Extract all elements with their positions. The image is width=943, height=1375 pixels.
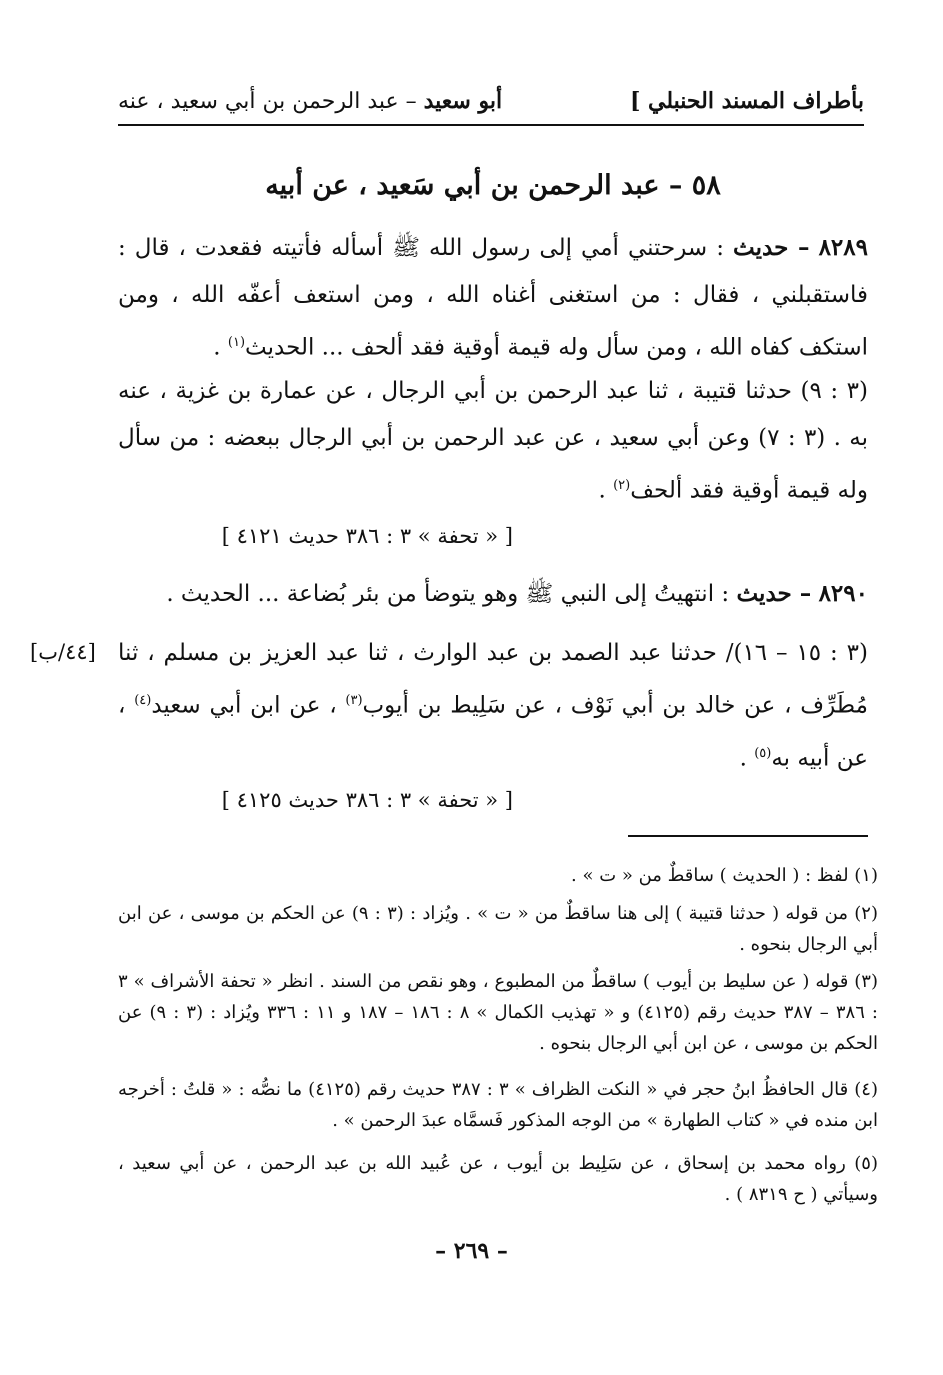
header-chapter-title <box>118 88 502 114</box>
header-chapter-bold: أبو سعيد <box>423 88 503 114</box>
tuhfa-ref-8289 <box>222 524 513 548</box>
footnote-1: (١) لفظ : ( الحديث ) ساقطٌ من « ت » . <box>571 865 878 886</box>
page-number: – ٢٦٩ – <box>435 1238 508 1264</box>
footnote-separator <box>628 835 868 837</box>
hadith-8289-end: . <box>213 334 221 361</box>
manuscript-folio-marker: [٤٤/ب] <box>30 640 96 664</box>
isnad-8290-part3: ، عن أبيه به <box>118 692 868 772</box>
section-number: ٥٨ <box>691 170 721 201</box>
hadith-8290-text: : انتهيتُ إلى النبي ﷺ وهو يتوضأ من بئر بُضاعة ... الحديث . <box>166 581 730 607</box>
hadith-8289 <box>118 224 868 372</box>
isnad-8290-part1: (٣ : ١٥ – ١٦)/ حدثنا عبد الصمد بن عبد الوارث ، ثنا عبد العزيز بن مسلم ، ثنا مُطَرِّف ، عن خالد بن أبي نَوْف ، عن سَلِيط بن أيوب <box>118 640 868 719</box>
isnad-8289 <box>118 368 868 515</box>
running-header <box>118 84 864 126</box>
header-chapter-rest: – عبد الرحمن بن أبي سعيد ، عنه <box>118 89 424 114</box>
hadith-8289-number: ٨٢٨٩ <box>818 234 868 261</box>
footnote-mark-2: (٢) <box>613 478 631 493</box>
footnote-mark-3: (٣) <box>345 693 363 708</box>
footnote-5: (٥) رواه محمد بن إسحاق ، عن سَلِيط بن أيوب ، عن عُبيد الله بن عبد الرحمن ، عن أبي سعيد ، وسيأتي ( ح ٨٣١٩ ) . <box>118 1153 878 1205</box>
tuhfa-ref-8290 <box>222 788 513 812</box>
footnote-2: (٢) من قوله ( حدثنا قتيبة ) إلى هنا ساقطٌ من « ت » . ويُزاد : (٣ : ٩) عن الحكم بن موسى ، عن ابن أبي الرجال بنحوه . <box>118 903 878 955</box>
isnad-8289-end: . <box>598 477 606 504</box>
isnad-8290-end: . <box>739 745 747 772</box>
hadith-8290-label: – حديث <box>736 580 812 607</box>
section-heading <box>118 170 868 201</box>
tuhfa-ref-8289-text: [ « تحفة » ٣ : ٣٨٦ حديث ٤١٢١ ] <box>221 524 513 548</box>
tuhfa-ref-8290-text: [ « تحفة » ٣ : ٣٨٦ حديث ٤١٢٥ ] <box>221 788 513 812</box>
hadith-8290 <box>118 570 868 618</box>
section-title-text: – عبد الرحمن بن أبي سَعيد ، عن أبيه <box>265 170 683 201</box>
isnad-8290-part2: ، عن ابن أبي سعيد <box>151 692 337 719</box>
footnote-mark-1: (١) <box>227 335 246 350</box>
footnote-3: (٣) قوله ( عن سليط بن أيوب ) ساقطٌ من المطبوع ، وهو نقص من السند . انظر « تحفة الأشراف » ٣ : ٣٨٦ – ٣٨٧ حديث رقم (٤١٢٥) و « تهذيب الكمال » ٨ : ١٨٦ – ١٨٧ و ١١ : ٣٣٦ ويُزاد : (٣ : ٩) عن الحكم بن موسى ، عن ابن أبي الرجال بنحوه . <box>118 971 878 1054</box>
hadith-8290-number: ٨٢٩٠ <box>818 580 868 607</box>
isnad-8290 <box>118 630 868 782</box>
header-book-title: بأطراف المسند الحنبلي ] <box>629 88 864 114</box>
footnote-4: (٤) قال الحافظُ ابنُ حجر في « النكت الظراف » ٣ : ٣٨٧ حديث رقم (٤١٢٥) ما نصُّه : « قلتُ : أخرجه ابن منده في « كتاب الطهارة » من الوجه المذكور فَسمَّاه عبدَ الرحمن » . <box>118 1079 878 1131</box>
footnote-mark-5: (٥) <box>754 745 772 761</box>
footnote-mark-4: (٤) <box>134 693 152 708</box>
isnad-8289-text: (٣ : ٩) حدثنا قتيبة ، ثنا عبد الرحمن بن أبي الرجال ، عن عمارة بن غزية ، عنه به . (٣ : ٧) وعن أبي سعيد ، عن عبد الرحمن بن أبي الرجال ببعضه : من سأل وله قيمة أوقية فقد ألحف <box>118 378 869 504</box>
hadith-8289-label: – حديث <box>733 234 810 261</box>
hadith-8289-text: : سرحتني أمي إلى رسول الله ﷺ أسأله فأتيته فقعدت ، قال : فاستقبلني ، فقال : من استغنى أغناه الله ، ومن استعف أعفّه الله ، ومن استكف كفاه الله ، ومن سأل وله قيمة أوقية فقد ألحف ... الحديث <box>118 235 868 361</box>
